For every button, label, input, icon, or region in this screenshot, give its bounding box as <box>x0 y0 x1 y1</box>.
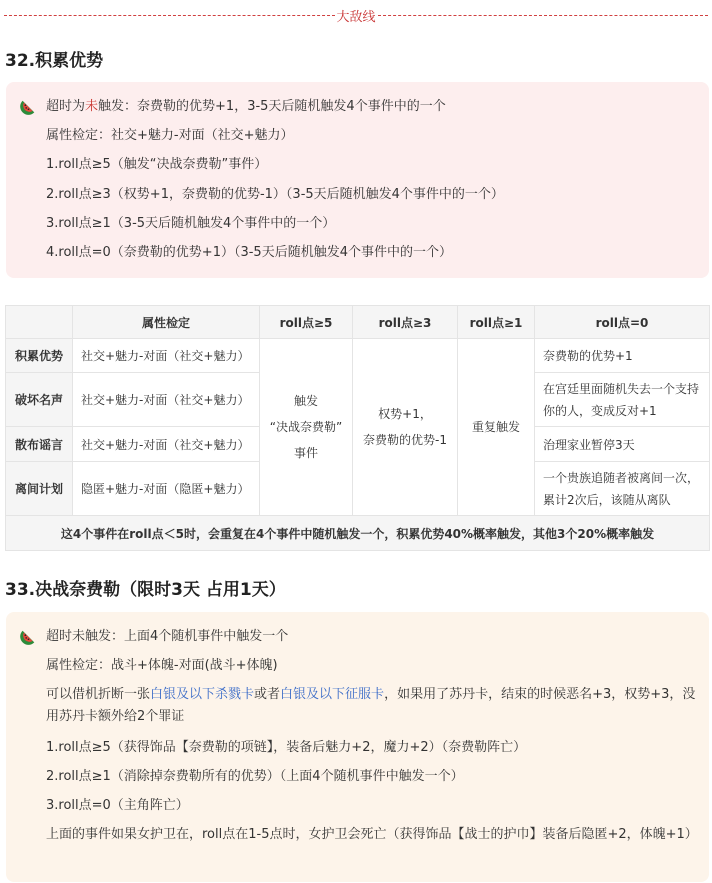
merged-roll5 <box>260 339 353 516</box>
table-header-row <box>6 306 710 339</box>
table-row <box>6 339 710 373</box>
header-roll1: roll点≥1 <box>458 306 535 339</box>
events-table <box>5 305 710 551</box>
timeout-line: 超时未触发：上面4个随机事件中触发一个 <box>46 629 289 644</box>
row-roll0: 一个贵族追随者被离间一次，累计2次后，该随从离队 <box>535 462 710 516</box>
header-roll3: roll点≥3 <box>353 306 458 339</box>
section-33-callout <box>6 612 709 882</box>
roll-0-line: 3.roll点=0（主角阵亡） <box>46 798 189 813</box>
header-roll0: roll点=0 <box>535 306 710 339</box>
roll-3-line: 2.roll点≥3（权势+1，奈费勒的优势-1）（3-5天后随机触发4个事件中的一个） <box>46 187 504 202</box>
roll5-line3: 事件 <box>293 446 318 460</box>
watermelon-icon <box>19 628 37 646</box>
header-empty <box>6 306 73 339</box>
roll3-line2: 奈费勒的优势-1 <box>363 433 447 447</box>
merged-roll1: 重复触发 <box>458 339 535 516</box>
roll-0-line: 4.roll点=0（奈费勒的优势+1）（3-5天后随机触发4个事件中的一个） <box>46 245 452 260</box>
roll-5-line: 1.roll点≥5（获得饰品【奈费勒的项链】，装备后魅力+2，魔力+2）（奈费勒阵亡） <box>46 740 527 755</box>
roll5-line2: “决战奈费勒” <box>269 420 343 434</box>
row-name: 散布谣言 <box>6 427 73 462</box>
roll3-line1: 权势+1， <box>378 407 432 421</box>
roll-1-line: 3.roll点≥1（3-5天后随机触发4个事件中的一个） <box>46 216 336 231</box>
silver-conquer-card-link[interactable]: 白银及以下征服卡 <box>280 687 385 702</box>
row-name: 离间计划 <box>6 462 73 516</box>
timeout-highlight: 未 <box>85 99 99 114</box>
enemy-line-divider <box>4 5 708 25</box>
timeout-line <box>46 97 446 117</box>
roll-5-line: 1.roll点≥5（触发“决战奈费勒”事件） <box>46 157 268 172</box>
row-roll0: 治理家业暂停3天 <box>535 427 710 462</box>
card-break-line <box>46 684 696 728</box>
table-footer-note: 这4个事件在roll点＜5时，会重复在4个事件中随机触发一个，积累优势40%概率触发，其他3个20%概率触发 <box>6 516 710 551</box>
table-footer-row <box>6 516 710 551</box>
row-roll0: 在宫廷里面随机失去一个支持你的人，变成反对+1 <box>535 373 710 427</box>
divider-line-right <box>378 15 709 16</box>
watermelon-icon <box>19 98 37 116</box>
header-roll5: roll点≥5 <box>260 306 353 339</box>
card-break-text-c: ，如果用了苏丹卡，结束的时候恶名+3，权势+3，没用苏丹卡额外给2个罪证 <box>46 687 696 724</box>
row-name: 积累优势 <box>6 339 73 373</box>
row-roll0: 奈费勒的优势+1 <box>535 339 710 373</box>
silver-kill-card-link[interactable]: 白银及以下杀戮卡 <box>150 687 255 702</box>
row-name: 破坏名声 <box>6 373 73 427</box>
roll5-line1: 触发 <box>293 394 318 408</box>
card-break-text-b: 或者 <box>254 687 281 702</box>
timeout-suffix: 触发：奈费勒的优势+1，3-5天后随机触发4个事件中的一个 <box>98 99 446 114</box>
divider-line-left <box>4 15 335 16</box>
merged-roll3 <box>353 339 458 516</box>
row-check: 隐匿+魅力-对面（隐匿+魅力） <box>73 462 260 516</box>
divider-label: 大敌线 <box>336 9 376 25</box>
card-break-text-a: 可以借机折断一张 <box>46 687 151 702</box>
row-check: 社交+魅力-对面（社交+魅力） <box>73 339 260 373</box>
section-32-callout <box>6 82 709 278</box>
roll-1-line: 2.roll点≥1（消除掉奈费勒所有的优势）（上面4个随机事件中触发一个） <box>46 769 464 784</box>
row-check: 社交+魅力-对面（社交+魅力） <box>73 427 260 462</box>
row-check: 社交+魅力-对面（社交+魅力） <box>73 373 260 427</box>
section-32-title: 32.积累优势 <box>5 51 104 71</box>
attribute-check-line: 属性检定：战斗+体魄-对面(战斗+体魄) <box>46 658 278 673</box>
section-33-title: 33.决战奈费勒（限时3天 占用1天） <box>5 580 286 600</box>
attribute-check-line: 属性检定：社交+魅力-对面（社交+魅力） <box>46 128 294 143</box>
female-guard-note: 上面的事件如果女护卫在，roll点在1-5点时，女护卫会死亡（获得饰品【战士的护巾】装备后隐匿+2，体魄+1） <box>46 827 698 842</box>
timeout-prefix: 超时为 <box>46 99 86 114</box>
header-check: 属性检定 <box>73 306 260 339</box>
